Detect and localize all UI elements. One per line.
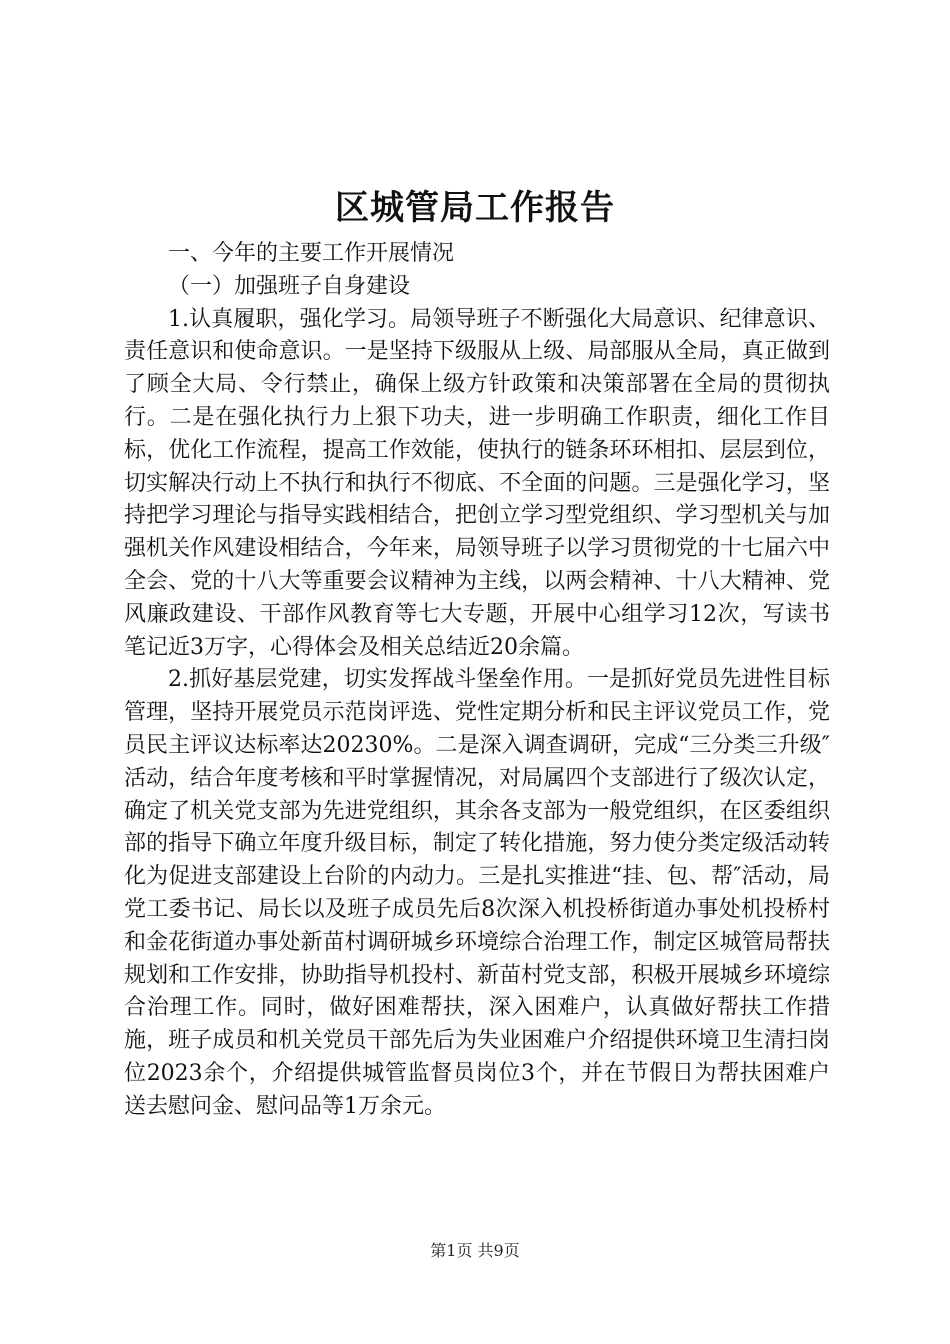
subsection-heading: （一）加强班子自身建设	[168, 273, 411, 299]
page-number-footer: 第1页 共9页	[430, 1241, 520, 1260]
section-heading: 一、今年的主要工作开展情况	[168, 241, 455, 266]
document-title: 区城管局工作报告	[335, 188, 615, 228]
body-paragraph: 1.认真履职，强化学习。局领导班子不断强化大局意识、纪律意识、责任意识和使命意识。一是坚持下级服从上级、局部服从全局，真正做到了顾全大局、令行禁止，确保上级方针政策和决策部署在全局的贯彻执行。二是在强化执行力上狠下功夫，进一步明确工作职责，细化工作目标，优化工作流程，提高工作效能，使执行的链条环环相扣、层层到位，切实解决行动上不执行和执行不彻底、不全面的问题。三是强化学习，坚持把学习理论与指导实践相结合，把创立学习型党组织、学习型机关与加强机关作风建设相结合，今年来，局领导班子以学习贯彻党的十七届六中全会、党的十八大等重要会议精神为主线，以两会精神、十八大精神、党风廉政建设、干部作风教育等七大专题，开展中心组学习12次，写读书笔记近3万字，心得体会及相关总结近20余篇。	[124, 306, 830, 660]
document-body	[124, 238, 830, 1124]
body-paragraph: 2.抓好基层党建，切实发挥战斗堡垒作用。一是抓好党员先进性目标管理，坚持开展党员示范岗评选、党性定期分析和民主评议党员工作，党员民主评议达标率达20230%。二是深入调查调研，完成“三分类三升级″活动，结合年度考核和平时掌握情况，对局属四个支部进行了级次认定，确定了机关党支部为先进党组织，其余各支部为一般党组织，在区委组织部的指导下确立年度升级目标，制定了转化措施，努力使分类定级活动转化为促进支部建设上台阶的内动力。三是扎实推进“挂、包、帮″活动，局党工委书记、局长以及班子成员先后8次深入机投桥街道办事处机投桥村和金花街道办事处新苗村调研城乡环境综合治理工作，制定区城管局帮扶规划和工作安排，协助指导机投村、新苗村党支部，积极开展城乡环境综合治理工作。同时，做好困难帮扶，深入困难户，认真做好帮扶工作措施，班子成员和机关党员干部先后为失业困难户介绍提供环境卫生清扫岗位2023余个，介绍提供城管监督员岗位3个，并在节假日为帮扶困难户送去慰问金、慰问品等1万余元。	[124, 667, 830, 1119]
